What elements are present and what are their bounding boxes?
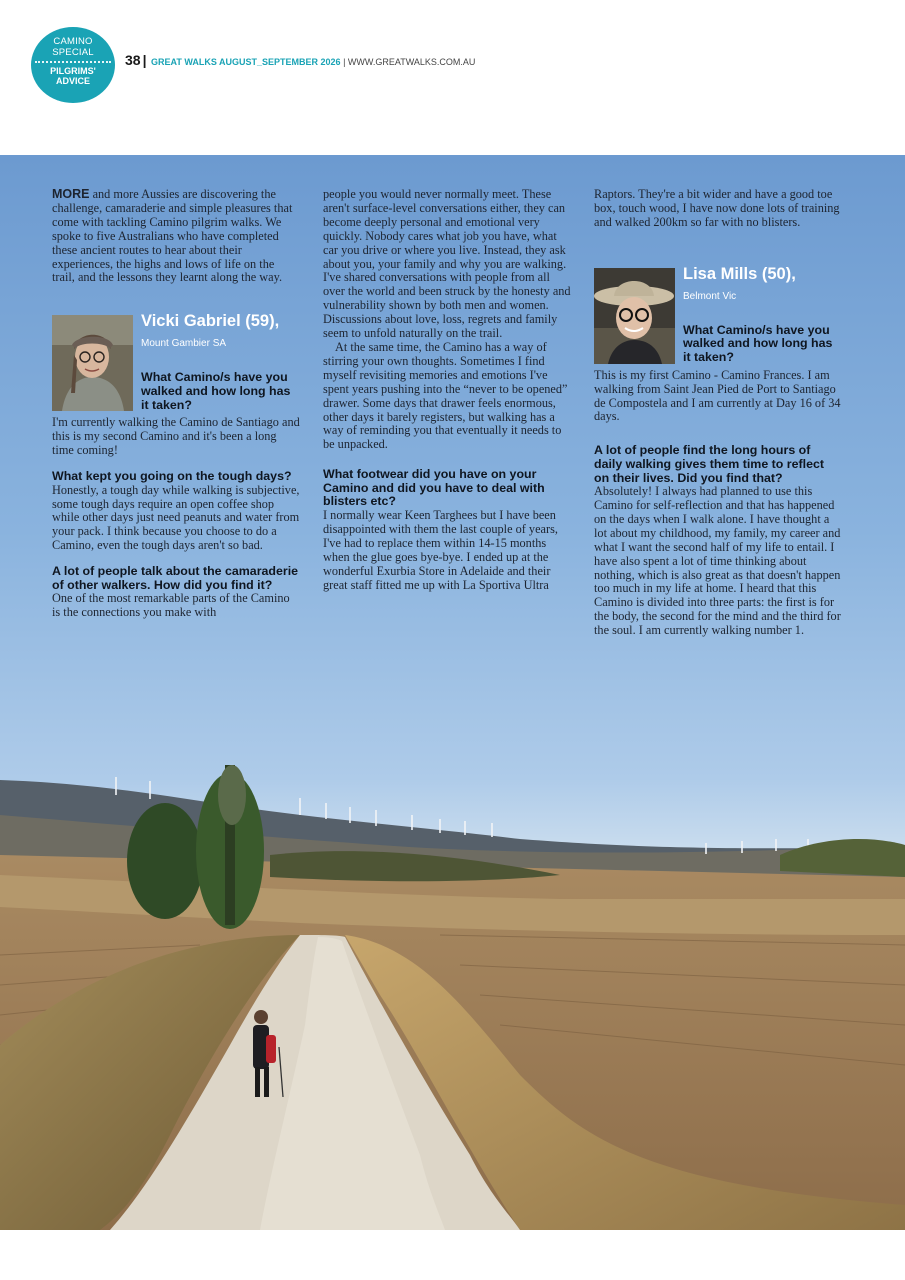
lisa-name: Lisa Mills (50),: [683, 264, 796, 283]
vicki-answer-4-start: I normally wear Keen Targhees but I have been disappointed with them the last couple of years, I've had to replace them within 14-15 months when the glue goes bye-bye. I ended up at the wonderful Exurbia Store in Adelaide and their great staff fitted me up with La Sportiva Ultra: [323, 508, 558, 592]
profile-lisa: [594, 264, 842, 364]
folio-pipe: |: [343, 57, 348, 67]
lisa-answer-2: Absolutely! I always had planned to use this Camino for self-reflection and that has happened on the days when I walk alone. I have thought a lot about my childhood, my family, my career and what I want the second half of my life to entail. I have also spent a lot of time thinking about nothing, which is also great as that doesn't happen too much in my life at home. I heard that this Camino is divided into three parts: the first is for the body, the second for the mind and the third for the soul. I am currently walking number 1.: [594, 484, 841, 638]
intro-lead-word: MORE: [52, 187, 90, 201]
folio-separator: |: [142, 52, 147, 68]
portrait-lisa: [594, 268, 675, 364]
column-3: [594, 188, 842, 638]
vicki-question-3: A lot of people talk about the camaraderie of other walkers. How did you find it?: [52, 564, 299, 592]
vicki-answer-1: I'm currently walking the Camino de Santiago and this is my second Camino and it's been a long time coming!: [52, 415, 300, 458]
vicki-question-1: What Camino/s have you walked and how long has it taken?: [141, 370, 291, 412]
badge-divider: [35, 61, 111, 63]
vicki-answer-2: Honestly, a tough day while walking is subjective, some tough days require an open coffee shop while other days just need peanuts and water from your pack. I think because you choose to do a Camino, even the tough days aren't so bad.: [52, 482, 300, 553]
vicki-name: Vicki Gabriel (59),: [141, 312, 280, 331]
magazine-website: WWW.GREATWALKS.COM.AU: [347, 57, 476, 67]
profile-vicki: [52, 312, 300, 412]
vicki-location: Mount Gambier SA: [141, 338, 227, 350]
lisa-location: Belmont Vic: [683, 290, 737, 302]
lisa-answer-1: This is my first Camino - Camino Frances. I am walking from Saint Jean Pied de Port to Santiago de Compostela and I am currently at Day 16 of 34 days.: [594, 367, 841, 424]
intro-paragraph: [52, 188, 300, 285]
page-folio: [125, 52, 475, 68]
magazine-issue: GREAT WALKS AUGUST_SEPTEMBER 2026: [151, 57, 341, 67]
vicki-answer-3-start: One of the most remarkable parts of the Camino is the connections you make with: [52, 591, 290, 620]
section-badge: [31, 27, 115, 103]
column-1: [52, 188, 300, 620]
vicki-answer-4-continued: Raptors. They're a bit wider and have a good toe box, touch wood, I have now done lots of training and walked 200km so far with no blisters.: [594, 187, 840, 229]
portrait-vicki: [52, 315, 133, 411]
badge-section-label: CAMINO SPECIAL: [52, 36, 94, 58]
page-number: 38: [125, 52, 141, 68]
vicki-question-4: What footwear did you have on your Camino and did you have to deal with blisters etc?: [323, 467, 545, 509]
column-2: [323, 188, 571, 592]
vicki-question-2: What kept you going on the tough days?: [52, 469, 292, 484]
intro-text: and more Aussies are discovering the challenge, camaraderie and simple pleasures that come with tackling Camino pilgrim walks. We spoke to five Australians who have completed these ancient routes to hear about their experiences, the highs and lows of life on the trail, and the lessons they learnt along the way.: [52, 187, 293, 285]
badge-topic-label: PILGRIMS' ADVICE: [50, 66, 96, 86]
vicki-answer-3-part-2: At the same time, the Camino has a way of stirring your own thoughts. Sometimes I find myself revisiting memories and emotions I've spent years pushing into the “never to be opened” drawer. Some days that drawer feels enormous, other days it barely registers, but walking has a way of reminding you that eventually it needs to be unpacked.: [323, 339, 568, 452]
vicki-answer-3-continued: people you would never normally meet. These aren't surface-level conversations either, they can become deeply personal and emotional very quickly. Nobody cares what job you have, what car you drive or where you live. Instead, they ask about you, your family and why you are walking. I've shared conversations with people from all over the world and been struck by the honesty and vulnerability shown by both men and women. Discussions about love, loss, regrets and family seem to unfold naturally on the trail.: [323, 187, 571, 341]
lisa-question-2: A lot of people find the long hours of daily walking gives them time to reflect on their lives. Did you find that?: [594, 443, 824, 485]
lisa-question-1: What Camino/s have you walked and how long has it taken?: [683, 322, 833, 364]
